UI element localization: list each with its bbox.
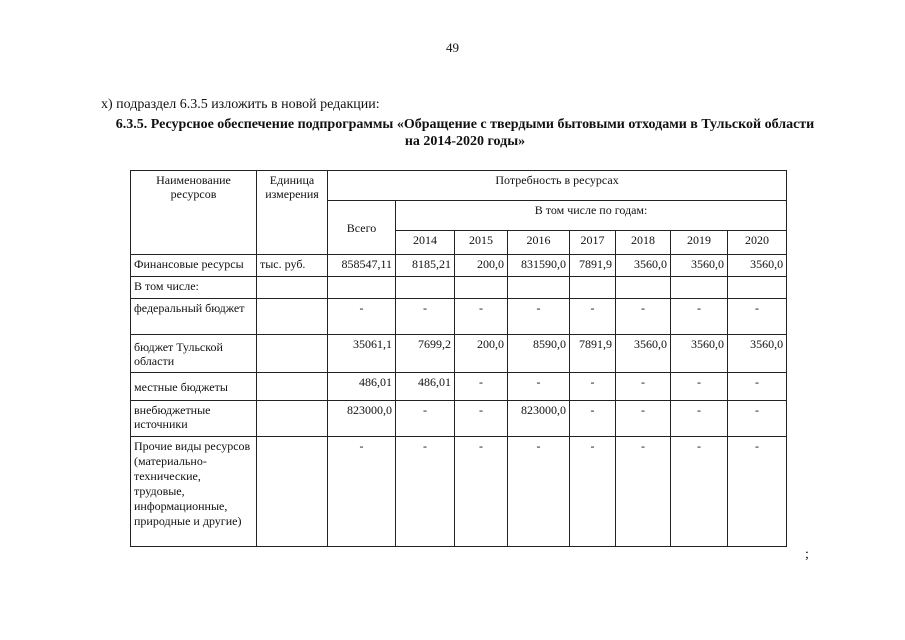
header-total: Всего (328, 201, 396, 255)
row-value: - (728, 299, 787, 335)
trailing-semicolon: ; (805, 547, 809, 562)
row-value: 3560,0 (671, 335, 728, 373)
row-value (570, 277, 616, 299)
row-value: 3560,0 (616, 255, 671, 277)
row-value: - (728, 437, 787, 547)
row-name: местные бюджеты (131, 373, 257, 401)
row-value: - (570, 299, 616, 335)
row-value: - (671, 401, 728, 437)
row-value: 3560,0 (671, 255, 728, 277)
row-value: 831590,0 (508, 255, 570, 277)
table-row (131, 299, 787, 335)
row-value: - (570, 373, 616, 401)
row-name: федеральный бюджет (131, 299, 257, 335)
row-value (616, 277, 671, 299)
row-value: - (728, 373, 787, 401)
header-year: 2020 (728, 231, 787, 255)
row-value: - (616, 437, 671, 547)
row-value: 8185,21 (396, 255, 455, 277)
row-value: - (455, 299, 508, 335)
heading-line-2: на 2014-2020 годы» (404, 134, 526, 149)
row-value: 486,01 (396, 373, 455, 401)
row-unit (257, 437, 328, 547)
row-name: бюджет Тульской области (131, 335, 257, 373)
row-value (455, 277, 508, 299)
table-row (131, 373, 787, 401)
row-total: 35061,1 (328, 335, 396, 373)
row-value: 200,0 (455, 335, 508, 373)
row-value: - (728, 401, 787, 437)
row-unit (257, 335, 328, 373)
header-name: Наименование ресурсов (131, 171, 257, 255)
row-unit (257, 299, 328, 335)
row-name: Финансовые ресурсы (131, 255, 257, 277)
row-value: - (508, 437, 570, 547)
row-value: 3560,0 (616, 335, 671, 373)
table-row (131, 437, 787, 547)
row-value: - (616, 373, 671, 401)
row-value: 7699,2 (396, 335, 455, 373)
row-value: 8590,0 (508, 335, 570, 373)
row-unit: тыс. руб. (257, 255, 328, 277)
row-value: - (570, 437, 616, 547)
row-unit (257, 401, 328, 437)
row-unit (257, 277, 328, 299)
row-total: 486,01 (328, 373, 396, 401)
row-name: внебюджетные источники (131, 401, 257, 437)
row-total: - (328, 437, 396, 547)
header-year: 2017 (570, 231, 616, 255)
row-value: 3560,0 (728, 255, 787, 277)
row-name: В том числе: (131, 277, 257, 299)
row-value: - (616, 299, 671, 335)
row-value: 200,0 (455, 255, 508, 277)
row-value: - (616, 401, 671, 437)
header-by-years: В том числе по годам: (396, 201, 787, 231)
row-value (396, 277, 455, 299)
row-name: Прочие виды ресурсов (материально-технические, трудовые, информационные, природные и другие) (131, 437, 257, 547)
resource-table (130, 170, 787, 547)
row-value: 7891,9 (570, 335, 616, 373)
row-total (328, 277, 396, 299)
row-value: - (396, 437, 455, 547)
row-value (508, 277, 570, 299)
section-heading (60, 116, 870, 150)
header-year: 2018 (616, 231, 671, 255)
page-number: 49 (446, 40, 459, 55)
row-total: - (328, 299, 396, 335)
row-value: 7891,9 (570, 255, 616, 277)
heading-line-1: 6.3.5. Ресурсное обеспечение подпрограммы «Обращение с твердыми бытовыми отходами в Тульской области (115, 117, 815, 132)
header-year: 2014 (396, 231, 455, 255)
table-row (131, 255, 787, 277)
row-value: - (671, 373, 728, 401)
row-total: 823000,0 (328, 401, 396, 437)
table-row (131, 277, 787, 299)
row-value: 3560,0 (728, 335, 787, 373)
header-needs: Потребность в ресурсах (328, 171, 787, 201)
row-value (671, 277, 728, 299)
row-value: - (455, 437, 508, 547)
row-total: 858547,11 (328, 255, 396, 277)
row-value: - (671, 437, 728, 547)
row-value (728, 277, 787, 299)
row-value: - (455, 373, 508, 401)
row-unit (257, 373, 328, 401)
table-row (131, 401, 787, 437)
header-year: 2015 (455, 231, 508, 255)
row-value: - (671, 299, 728, 335)
row-value: - (508, 299, 570, 335)
header-year: 2019 (671, 231, 728, 255)
row-value: 823000,0 (508, 401, 570, 437)
row-value: - (570, 401, 616, 437)
row-value: - (508, 373, 570, 401)
header-unit: Единица измерения (257, 171, 328, 255)
header-year: 2016 (508, 231, 570, 255)
row-value: - (396, 299, 455, 335)
table-row (131, 335, 787, 373)
row-value: - (455, 401, 508, 437)
row-value: - (396, 401, 455, 437)
intro-text: х) подраздел 6.3.5 изложить в новой редакции: (101, 97, 380, 112)
